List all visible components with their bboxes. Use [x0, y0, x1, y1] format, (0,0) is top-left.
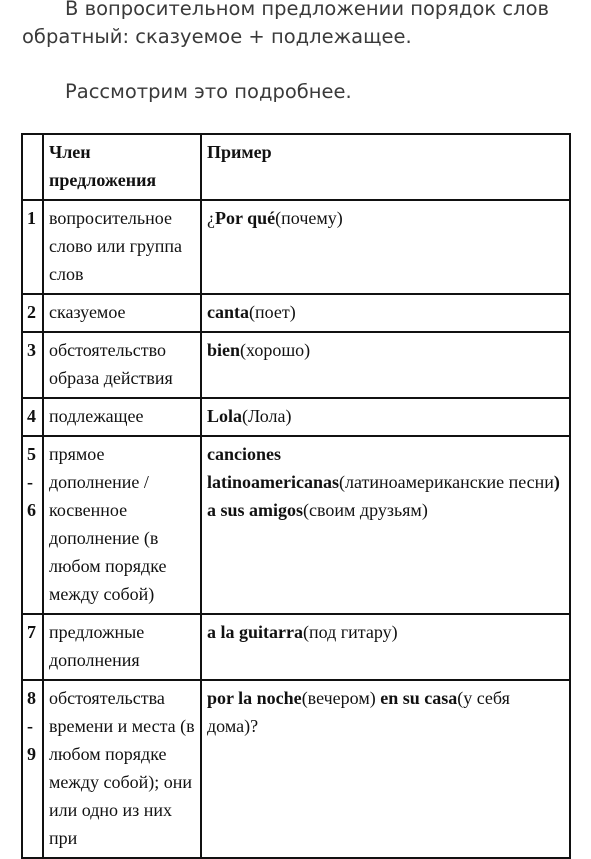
row-number: 8-9: [22, 680, 43, 858]
example-translation-text: (хорошо): [240, 340, 311, 360]
example-spanish-text: en su casa: [380, 688, 458, 708]
row-example: [201, 614, 570, 680]
table-row: [22, 200, 570, 294]
row-example: [201, 200, 570, 294]
row-example: [201, 436, 570, 614]
example-translation-text: (Лола): [242, 406, 292, 426]
row-member: вопросительное слово или группа слов: [43, 200, 201, 294]
header-member: Член предложения: [43, 134, 201, 200]
example-spanish-text: a la guitarra: [207, 622, 303, 642]
example-spanish-text: canciones latinoamericanas: [207, 444, 339, 492]
example-translation-text: (латиноамериканские песни: [339, 472, 554, 492]
example-translation-text: (вечером): [301, 688, 381, 708]
row-example: [201, 294, 570, 332]
row-example: [201, 398, 570, 436]
row-number: 5-6: [22, 436, 43, 614]
header-number: [22, 134, 43, 200]
example-translation-text: (почему): [275, 208, 343, 228]
row-member: обстоятельство образа действия: [43, 332, 201, 398]
row-member: предложные дополнения: [43, 614, 201, 680]
example-spanish-text: por la noche: [207, 688, 302, 708]
row-member: прямое дополнение / косвенное дополнение (в любом порядке между собой): [43, 436, 201, 614]
table-row: [22, 332, 570, 398]
table-header-row: [22, 134, 570, 200]
table-row: [22, 398, 570, 436]
example-spanish-text: bien: [207, 340, 241, 360]
table-body: [22, 200, 570, 858]
table-row: [22, 680, 570, 858]
table-row: [22, 614, 570, 680]
example-spanish-text: Por qué: [215, 208, 276, 228]
example-spanish-text: Lola: [207, 406, 243, 426]
row-number: 3: [22, 332, 43, 398]
row-example: [201, 332, 570, 398]
intro-paragraph: В вопросительном предложении порядок слов обратный: сказуемое + подлежащее.: [22, 0, 549, 48]
row-member: обстоятельства времени и места (в любом порядке между собой); они или одно из них при: [43, 680, 201, 858]
row-number: 1: [22, 200, 43, 294]
example-translation-text: (поет): [249, 302, 296, 322]
example-translation-text: (у себя дома)?: [207, 688, 510, 736]
row-number: 2: [22, 294, 43, 332]
row-number: 4: [22, 398, 43, 436]
row-example: [201, 680, 570, 858]
example-translation-text: (под гитару): [303, 622, 398, 642]
row-number: 7: [22, 614, 43, 680]
example-spanish-text: ) a sus amigos: [207, 472, 560, 520]
sentence-members-table: [21, 133, 571, 859]
example-spanish-text: canta: [207, 302, 249, 322]
table-row: [22, 436, 570, 614]
example-translation-text: ¿: [207, 208, 215, 228]
row-member: подлежащее: [43, 398, 201, 436]
table-row: [22, 294, 570, 332]
header-example: Пример: [201, 134, 570, 200]
lead-in-paragraph: Рассмотрим это подробнее.: [65, 80, 352, 103]
row-member: сказуемое: [43, 294, 201, 332]
example-translation-text: (своим друзьям): [303, 500, 428, 520]
